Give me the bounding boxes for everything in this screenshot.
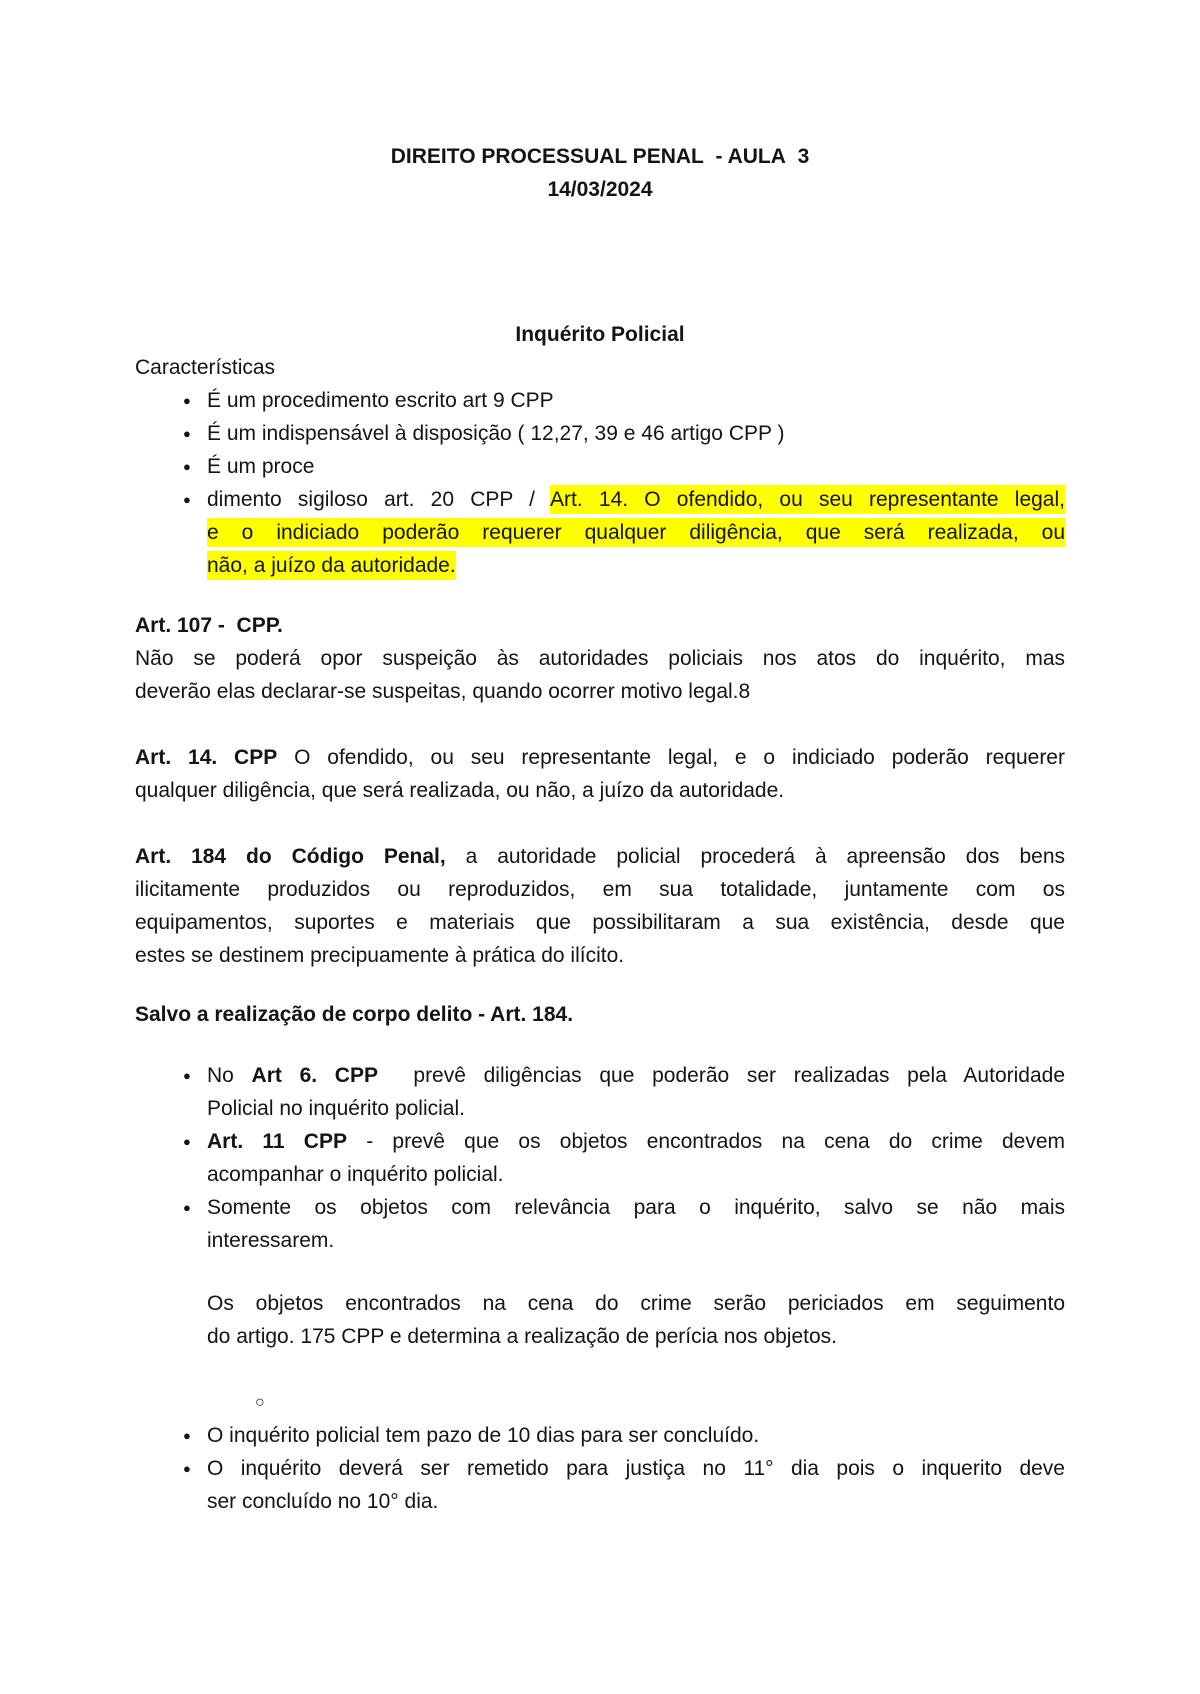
text-line: [207, 450, 1065, 483]
paragraph-art-107: [135, 609, 1065, 708]
list-item: [135, 417, 1065, 450]
text-line: [207, 1320, 1065, 1353]
disc-bullet-icon: ●: [183, 1068, 191, 1083]
text-line: [135, 675, 1065, 708]
list-item: [135, 384, 1065, 417]
list-item-highlighted: [135, 483, 1065, 582]
text-run: ilicitamente produzidos ou reproduzidos, em sua totalidade, juntamente com os: [135, 878, 1065, 901]
section-heading-inquerito-policial: [135, 318, 1065, 351]
text-line: [207, 1287, 1065, 1320]
text-run: prevê diligências que poderão ser realizadas pela Autoridade: [377, 1064, 1065, 1087]
text-line: [207, 1158, 1065, 1191]
text-run: Não se poderá opor suspeição às autoridades policiais nos atos do inquérito, mas: [135, 647, 1065, 670]
text-run: O ofendido, ou seu representante legal, e o indiciado poderão requerer: [277, 746, 1065, 769]
text-line: [207, 516, 1065, 549]
text-run: dimento sigiloso art. 20 CPP /: [207, 488, 551, 511]
text-line: [135, 140, 1065, 173]
paragraph-art-14: [135, 741, 1065, 807]
text-run: É um indispensável à disposição ( 12,27, 39 e 46 artigo CPP ): [207, 422, 785, 445]
text-line: [207, 1059, 1065, 1092]
text-line: [135, 774, 1065, 807]
text-line: [279, 1386, 1065, 1419]
bold-run: 14/03/2024: [547, 178, 653, 201]
text-line: [207, 1452, 1065, 1485]
list-item: [135, 1419, 1065, 1452]
text-line: [135, 873, 1065, 906]
bold-run: Art. 14. CPP: [135, 746, 278, 769]
bold-run: DIREITO PROCESSUAL PENAL - AULA 3: [390, 145, 810, 168]
disc-bullet-icon: ●: [183, 459, 191, 474]
text-run: É um procedimento escrito art 9 CPP: [207, 389, 554, 412]
text-run: No: [207, 1064, 252, 1087]
text-run: - prevê que os objetos encontrados na cena do crime devem: [346, 1130, 1065, 1153]
text-line: [207, 1191, 1065, 1224]
list-item: [135, 450, 1065, 483]
paragraph-objetos-periciados: [135, 1287, 1065, 1353]
disc-bullet-icon: ●: [183, 1134, 191, 1149]
text-line: [135, 840, 1065, 873]
text-line: [135, 318, 1065, 351]
text-line: [135, 998, 1065, 1031]
bold-run: Art. 184 do Código Penal,: [135, 845, 446, 868]
text-line: [207, 1092, 1065, 1125]
bold-run: Salvo a realização de corpo delito - Art. 184.: [135, 1003, 574, 1026]
disc-bullet-icon: ●: [183, 393, 191, 408]
list-item: [135, 1452, 1065, 1518]
text-line: [207, 417, 1065, 450]
circle-bullet-icon: ○: [255, 1394, 265, 1411]
disc-bullet-icon: ●: [183, 1200, 191, 1215]
highlight-run: e o indiciado poderão requerer qualquer diligência, que será realizada, ou: [207, 518, 1065, 547]
text-line: [135, 173, 1065, 206]
text-line: [207, 1419, 1065, 1452]
text-run: interessarem.: [207, 1229, 335, 1252]
paragraph-salvo: [135, 998, 1065, 1031]
text-line: [207, 384, 1065, 417]
paragraph-caracteristicas: [135, 351, 1065, 384]
doc-title: [135, 140, 1065, 173]
text-run: O inquérito policial tem pazo de 10 dias para ser concluído.: [207, 1424, 760, 1447]
disc-bullet-icon: ●: [183, 426, 191, 441]
disc-bullet-icon: ●: [183, 1428, 191, 1443]
text-run: É um proce: [207, 455, 315, 478]
list-item: [135, 1059, 1065, 1125]
text-line: [135, 642, 1065, 675]
highlight-run: não, a juízo da autoridade.: [207, 551, 456, 580]
bold-run: Art 6. CPP: [251, 1064, 378, 1087]
text-run: Os objetos encontrados na cena do crime serão periciados em seguimento: [207, 1292, 1065, 1315]
paragraph-art-184: [135, 840, 1065, 972]
text-line: [135, 741, 1065, 774]
disc-bullet-icon: ●: [183, 1461, 191, 1476]
bold-run: Art. 11 CPP: [207, 1130, 347, 1153]
text-run: do artigo. 175 CPP e determina a realização de perícia nos objetos.: [207, 1325, 837, 1348]
text-line: [207, 483, 1065, 516]
list-item-empty: [135, 1386, 1065, 1419]
text-run: Somente os objetos com relevância para o inquérito, salvo se não mais: [207, 1196, 1065, 1219]
text-run: acompanhar o inquérito policial.: [207, 1163, 504, 1186]
text-run: Características: [135, 356, 276, 379]
highlight-run: Art. 14. O ofendido, ou seu representante legal,: [550, 485, 1065, 514]
text-run: deverão elas declarar-se suspeitas, quando ocorrer motivo legal.8: [135, 680, 751, 703]
disc-bullet-icon: ●: [183, 492, 191, 507]
text-run: O inquérito deverá ser remetido para justiça no 11° dia pois o inquerito deve: [207, 1457, 1065, 1480]
text-line: [207, 549, 1065, 582]
text-run: qualquer diligência, que será realizada, ou não, a juízo da autoridade.: [135, 779, 785, 802]
doc-date: [135, 173, 1065, 206]
list-item: [135, 1125, 1065, 1191]
text-line: [135, 609, 1065, 642]
text-line: [207, 1485, 1065, 1518]
text-line: [135, 939, 1065, 972]
list-item: [135, 1191, 1065, 1257]
bold-run: Inquérito Policial: [515, 323, 685, 346]
text-run: a autoridade policial procederá à apreensão dos bens: [445, 845, 1065, 868]
text-run: ser concluído no 10° dia.: [207, 1490, 439, 1513]
text-line: [135, 351, 1065, 384]
text-run: Policial no inquérito policial.: [207, 1097, 465, 1120]
bold-run: Art. 107 - CPP.: [135, 614, 283, 637]
text-run: equipamentos, suportes e materiais que possibilitaram a sua existência, desde que: [135, 911, 1065, 934]
text-line: [207, 1125, 1065, 1158]
text-run: estes se destinem precipuamente à prática do ilícito.: [135, 944, 625, 967]
text-line: [207, 1224, 1065, 1257]
text-line: [135, 906, 1065, 939]
